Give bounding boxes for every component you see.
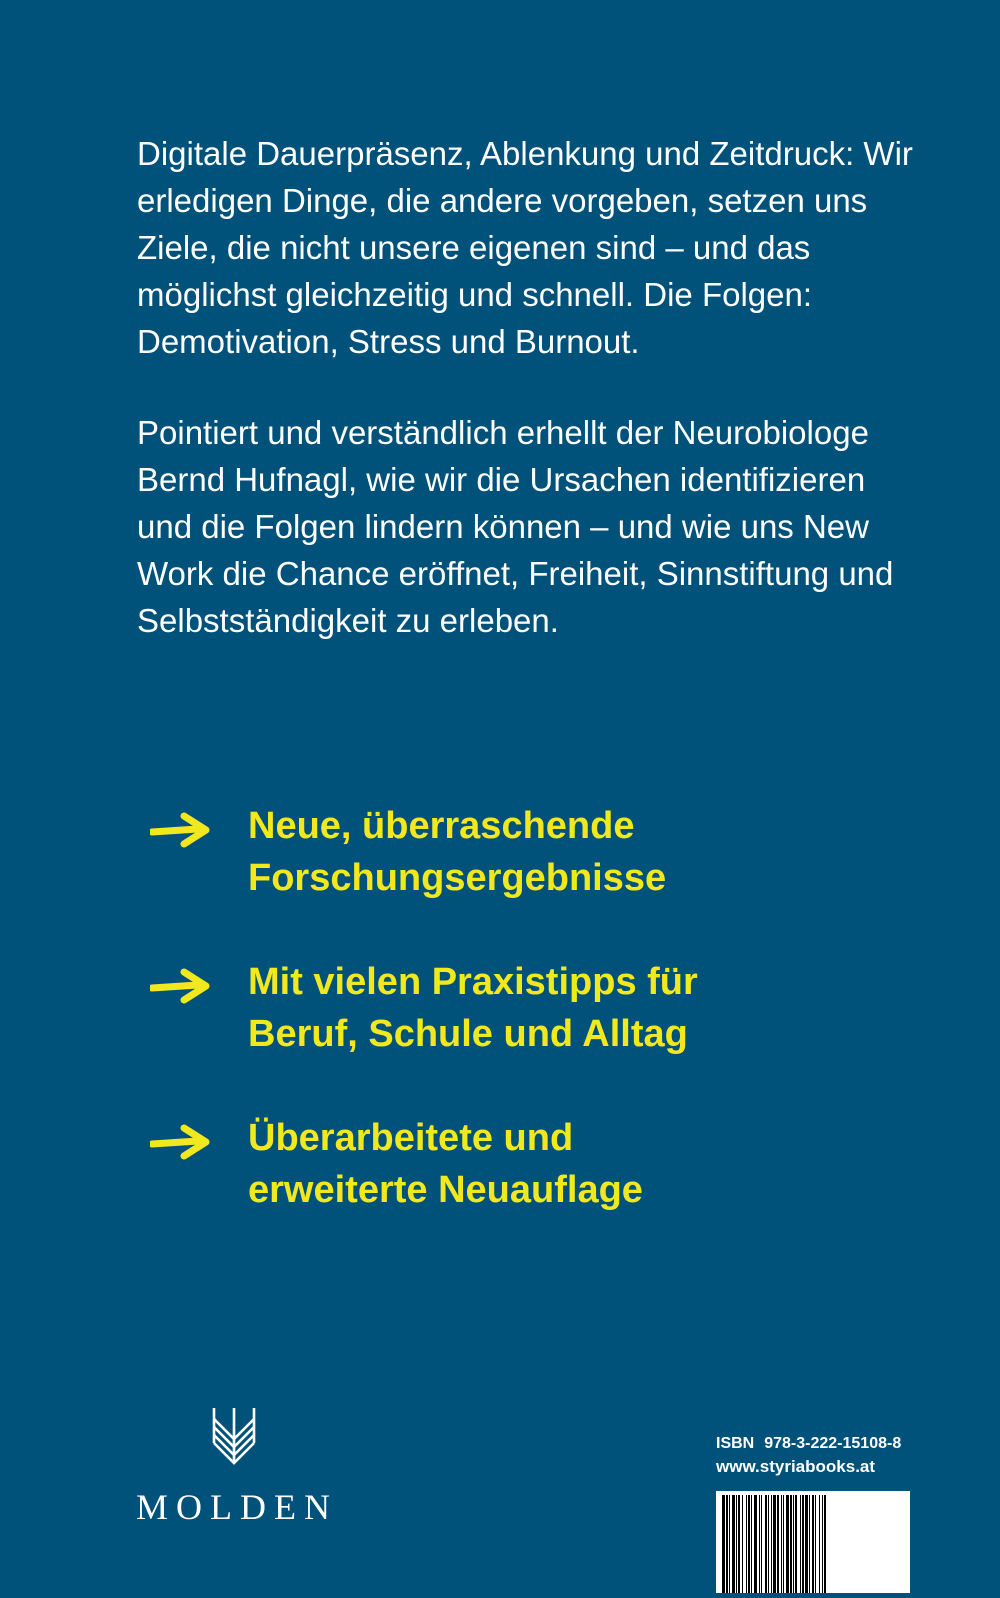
barcode-bar bbox=[761, 1495, 762, 1593]
barcode-bar bbox=[805, 1495, 808, 1593]
barcode-bar bbox=[746, 1495, 747, 1593]
barcode-bar bbox=[768, 1495, 769, 1593]
barcode-bar bbox=[765, 1495, 767, 1593]
feature-item bbox=[150, 800, 930, 956]
feature-line: erweiterte Neuauflage bbox=[248, 1169, 643, 1211]
feature-item bbox=[150, 956, 930, 1112]
barcode-bar bbox=[800, 1495, 801, 1593]
barcode-bar bbox=[824, 1495, 826, 1593]
barcode-bar bbox=[793, 1495, 794, 1593]
feature-list bbox=[150, 800, 930, 1268]
isbn-line bbox=[716, 1433, 916, 1455]
publisher-name: MOLDEN bbox=[136, 1487, 338, 1527]
feature-line: Neue, überraschende bbox=[248, 805, 635, 847]
feature-line: Mit vielen Praxistipps für bbox=[248, 961, 698, 1003]
barcode-bar bbox=[790, 1495, 792, 1593]
barcode-bar bbox=[815, 1495, 816, 1593]
barcode-bar bbox=[795, 1495, 797, 1593]
barcode-bar bbox=[822, 1495, 823, 1593]
arrow-right-icon bbox=[150, 1124, 212, 1160]
barcode-bar bbox=[742, 1495, 743, 1593]
molden-book-logo-icon bbox=[211, 1405, 257, 1467]
barcode-graphic bbox=[716, 1491, 910, 1593]
barcode-bar bbox=[722, 1495, 725, 1593]
isbn-number: 978-3-222-15108-8 bbox=[764, 1435, 902, 1452]
barcode-bar bbox=[777, 1495, 779, 1593]
barcode-bar bbox=[732, 1495, 735, 1593]
feature-line: Forschungsergebnisse bbox=[248, 857, 667, 899]
barcode-bar bbox=[736, 1495, 737, 1593]
barcode-bar bbox=[726, 1495, 728, 1593]
barcode-bar bbox=[809, 1495, 810, 1593]
barcode-bar bbox=[819, 1495, 820, 1593]
arrow-right-icon bbox=[150, 812, 212, 848]
blurb-paragraph-1: Digitale Dauerpräsenz, Ablenkung und Zeitdruck: Wir erledigen Dinge, die andere vorgeben, setzen uns Ziele, die nicht unsere eigenen sind – und das möglichst gleichzeitig und schnell. Die Folgen: Demotivation, Stress und Burnout. bbox=[137, 135, 913, 360]
barcode-bar bbox=[812, 1495, 814, 1593]
barcode-bar bbox=[759, 1495, 760, 1593]
barcode-bar bbox=[748, 1495, 750, 1593]
barcode bbox=[716, 1491, 910, 1593]
barcode-bar bbox=[773, 1495, 776, 1593]
blurb-paragraph-2: Pointiert und verständlich erhellt der Neurobiologe Bernd Hufnagl, wie wir die Ursachen identifizieren und die Folgen lindern können – und wie uns New Work die Chance eröffnet, Freiheit, Sinnstiftung und Selbstständigkeit zu erleben. bbox=[137, 414, 894, 639]
feature-item bbox=[150, 1112, 930, 1268]
isbn-label: ISBN bbox=[716, 1435, 755, 1452]
barcode-bar bbox=[751, 1495, 752, 1593]
barcode-bar bbox=[786, 1495, 789, 1593]
barcode-bar bbox=[754, 1495, 757, 1593]
barcode-bar bbox=[781, 1495, 782, 1593]
publisher-logo bbox=[136, 1405, 346, 1525]
barcode-bar bbox=[771, 1495, 772, 1593]
back-cover-blurb bbox=[137, 130, 917, 688]
barcode-bar bbox=[802, 1495, 804, 1593]
barcode-bar bbox=[729, 1495, 730, 1593]
isbn-block bbox=[716, 1433, 916, 1479]
feature-line: Beruf, Schule und Alltag bbox=[248, 1013, 688, 1055]
arrow-right-icon bbox=[150, 968, 212, 1004]
barcode-bar bbox=[783, 1495, 784, 1593]
barcode-bar bbox=[738, 1495, 740, 1593]
feature-line: Überarbeitete und bbox=[248, 1117, 574, 1159]
publisher-website: www.styriabooks.at bbox=[716, 1457, 876, 1476]
